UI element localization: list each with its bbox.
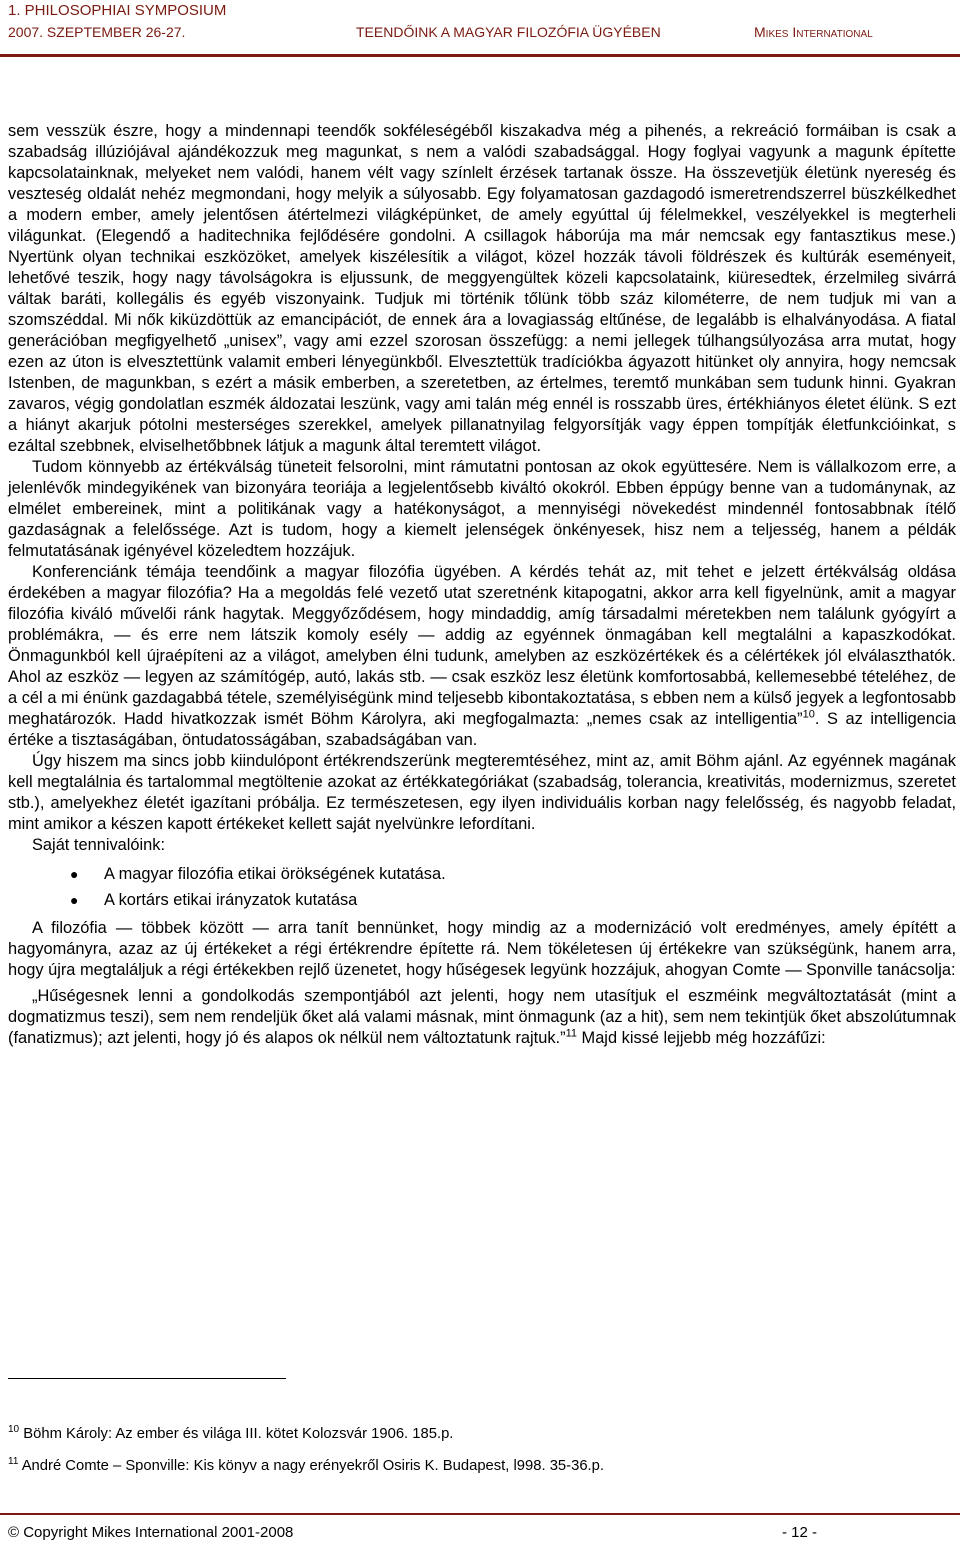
conference-date: 2007. SZEPTEMBER 26-27. bbox=[8, 24, 186, 40]
running-title: TEENDŐINK A MAGYAR FILOZÓFIA ÜGYÉBEN bbox=[356, 24, 661, 40]
footnote-number: 10 bbox=[8, 1424, 20, 1436]
footnote-text: André Comte – Sponville: Kis könyv a nagy erényekről Osiris K. Budapest, l998. 35-36.p. bbox=[21, 1458, 605, 1474]
paragraph-5: A filozófia — többek között — arra tanít bennünket, hogy mindig az a modernizáció volt eredményes, amely építétt a hagyományra, azaz az új értékeket a régi értékrendre építette rá. Nem tökéletesen új értékekre van szükségünk, hanem arra, hogy újra megtaláljuk a régi értékekben rejlő üzenetet, hogy hűségesek legyünk hozzájuk, ahogyan Comte — Sponville tanácsolja: bbox=[8, 919, 956, 979]
conference-name: 1. PHILOSOPHIAI SYMPOSIUM bbox=[8, 2, 227, 19]
page-header bbox=[0, 0, 960, 70]
bullet-icon: ● bbox=[70, 892, 79, 908]
list-item bbox=[8, 887, 956, 913]
paragraph-6-tail: Majd kissé lejjebb még hozzáfűzi: bbox=[576, 1029, 826, 1047]
list-item-text: A kortárs etikai irányzatok kutatása bbox=[104, 891, 358, 909]
paragraph-6 bbox=[8, 986, 956, 1049]
paragraph-3-text: Konferenciánk témája teendőink a magyar filozófia ügyében. A kérdés tehát az, mit tehet e jelzett értékválság oldása érdekében a magyar filozófia? Ha a megoldás felé vezető utat szeretnénk kitapogatni, akkor arra kell figyelnünk, amit a magyar filozófia kiváló művelői ránk hagytak. Meggyőződésem, hogy mindaddig, amíg társadalmi méretekben nem találunk gyógyírt a problémákra, — és erre nem látszik komoly esély — addig az egyénnek önmagában kell megtalálni a kapaszkodókat. Önmagunkból kell újraépíteni az a világot, amelyben élni tudunk, amelyben az eszközértékek és a célértékek jól elválaszthatók. Ahol az eszköz — legyen az számítógép, autó, lakás stb. — csak eszköz lesz életünk komfortosabbá, kellemesebbé tételéhez, de a cél a mi énünk gazdagabbá tétele, személyiségünk mind teljesebb kibontakoztatása, s ebben nem a külső jegyek a legfontosabb meghatározók. Hadd hivatkozzak ismét Böhm Károlyra, aki megfogalmazta: „nemes csak az intelligentia” bbox=[8, 563, 956, 728]
footnote-text: Böhm Károly: Az ember és világa III. kötet Kolozsvár 1906. 185.p. bbox=[23, 1426, 454, 1442]
bullet-icon: ● bbox=[70, 866, 79, 882]
paragraph-1: sem vesszük észre, hogy a mindennapi teendők sokféleségéből kiszakadva még a pihenés, a rekreáció formáiban is csak a szabadság illúziójával ajándékozzuk meg magunkat, s nem a valódi szabadsággal. Hogy foglyai vagyunk a magunk építette kapcsolatainknak, melyeket nem valódi, hanem vélt vagy színlelt érzések tartanak össze. Ha összevetjük életünk nyereség és veszteség oldalát nehéz megmondani, hogy melyik a súlyosabb. Egy folyamatosan gazdagodó ismeretrendszerrel büszkélkedhet a modern ember, amely jelentősen átértelmezi világképünket, de amely egyúttal új félelmekkel, veszélyekkel is megterheli világunkat. (Elegendő a haditechnika fejlődésére gondolni. A csillagok háborúja ma már nemcsak egy fantasztikus mese.) Nyertünk olyan technikai eszközöket, amelyek kiszélesítik a világot, közel hozzák távoli földrészek és kultúrák eseményeit, lehetővé teszik, hogy nagy távolságokra is eljussunk, de meggyengültek közeli kapcsolataink, kiüresedtek, érzelmileg sivárrá váltak baráti, kollegális és egyéb viszonyaink. Tudjuk mi történik tőlünk több száz kilométerre, de nem tudjuk mi van a szomszéddal. Mi nők kiküzdöttük az emancipációt, de ennek ára a lovagiasság eltűnése, de legalább is elhalványodása. A fiatal generációban megfigyelhető „unisex”, vagy ami ezzel szorosan összefügg: a nemi jellegek túlhangsúlyozása arra mutat, hogy ezen az úton is elvesztettünk valamit emberi lényegünkből. Elvesztettük tradíciókba ágyazott hitünket oly annyira, hogy nemcsak Istenben, de magunkban, s ezért a másik emberben, a szeretetben, az értelmes, teremtő munkában sem tudunk hinni. Gyakran zavaros, végig gondolatlan eszmék áldozatai leszünk, vagy ami talán még ennél is rosszabb üres, értékhiányos életet élünk. S ezt a hiányt akarjuk pótolni mesterséges szerekkel, amelyek pillanatnyilag felgyorsítják vagy éppen tompítják életfunkcióinkat, s ezáltal szebbnek, elviselhetőbbnek látjuk a magunk által teremtett világot. bbox=[8, 122, 956, 455]
copyright-notice: © Copyright Mikes International 2001-2008 bbox=[8, 1524, 294, 1541]
paragraph-2: Tudom könnyebb az értékválság tüneteit felsorolni, mint rámutatni pontosan az okok együttesére. Nem is vállalkozom erre, a jelenlévők mindegyikének van bizonyára teoriája a legjelentősebb kiváltó okokról. Ebben éppúgy benne van a tudománynak, az elmélet embereinek, mint a politikának vagy a hatékonyságot, a mennyiségi növekedést mindennél fontosabbnak ítélő gazdaságnak a felelőssége. Azt is tudom, hogy a kiemelt jelenségek önkényesek, hisz nem a teljesség, hanem a példák felmutatásának igényével közeledtem hozzájuk. bbox=[8, 458, 956, 560]
paragraph-3 bbox=[8, 562, 956, 751]
footnote-ref-11[interactable]: 11 bbox=[565, 1027, 577, 1040]
paragraph-3-tail: . S az intelligencia értéke a tisztaságában, öntudatosságában, szabadságában van. bbox=[8, 710, 956, 749]
header-rule bbox=[0, 54, 960, 57]
list-item bbox=[8, 861, 956, 887]
paragraph-4: Úgy hiszem ma sincs jobb kiindulópont értékrendszerünk megteremtéséhez, mint az, amit Böhm ajánl. Az egyénnek magának kell megtalálnia és tartalommal megtöltenie azokat az értékkategóriákat (szabadság, tolerancia, kreativitás, modernizmus, szeretet stb.), amelyekhez életét igazítani próbálja. Ez természetesen, egy ilyen individuális korban nagy felelősség, és nagyobb feladat, mint amikor a készen kapott értékeket kellett saját nyelvünkre lefordítani. bbox=[8, 752, 956, 833]
list-item-text: A magyar filozófia etikai örökségének kutatása. bbox=[104, 865, 446, 883]
main-text bbox=[8, 121, 956, 1049]
tasks-list bbox=[8, 861, 956, 913]
footnote-10 bbox=[8, 1426, 453, 1442]
footer-rule bbox=[0, 1513, 960, 1515]
footnote-number: 11 bbox=[8, 1456, 19, 1468]
footnote-ref-10[interactable]: 10 bbox=[802, 708, 815, 721]
quote-text: „Hűségesnek lenni a gondolkodás szempontjából azt jelenti, hogy nem utasítjuk el eszméink megváltoztatását (mint a dogmatizmus teszi), sem nem rendeljük őket alá valami másnak, mint önmagunk (az a hit), sem nem tekintjük őket abszolútumnak (fanatizmus); azt jelenti, hogy jó és alapos ok nélkül nem változtatunk rajtuk.” bbox=[8, 987, 956, 1047]
publisher-name: Mikes International bbox=[754, 24, 873, 40]
tasks-intro: Saját tennivalóink: bbox=[32, 836, 166, 854]
footnote-rule bbox=[8, 1378, 286, 1379]
footnote-11 bbox=[8, 1458, 604, 1474]
page-number: - 12 - bbox=[782, 1524, 818, 1541]
